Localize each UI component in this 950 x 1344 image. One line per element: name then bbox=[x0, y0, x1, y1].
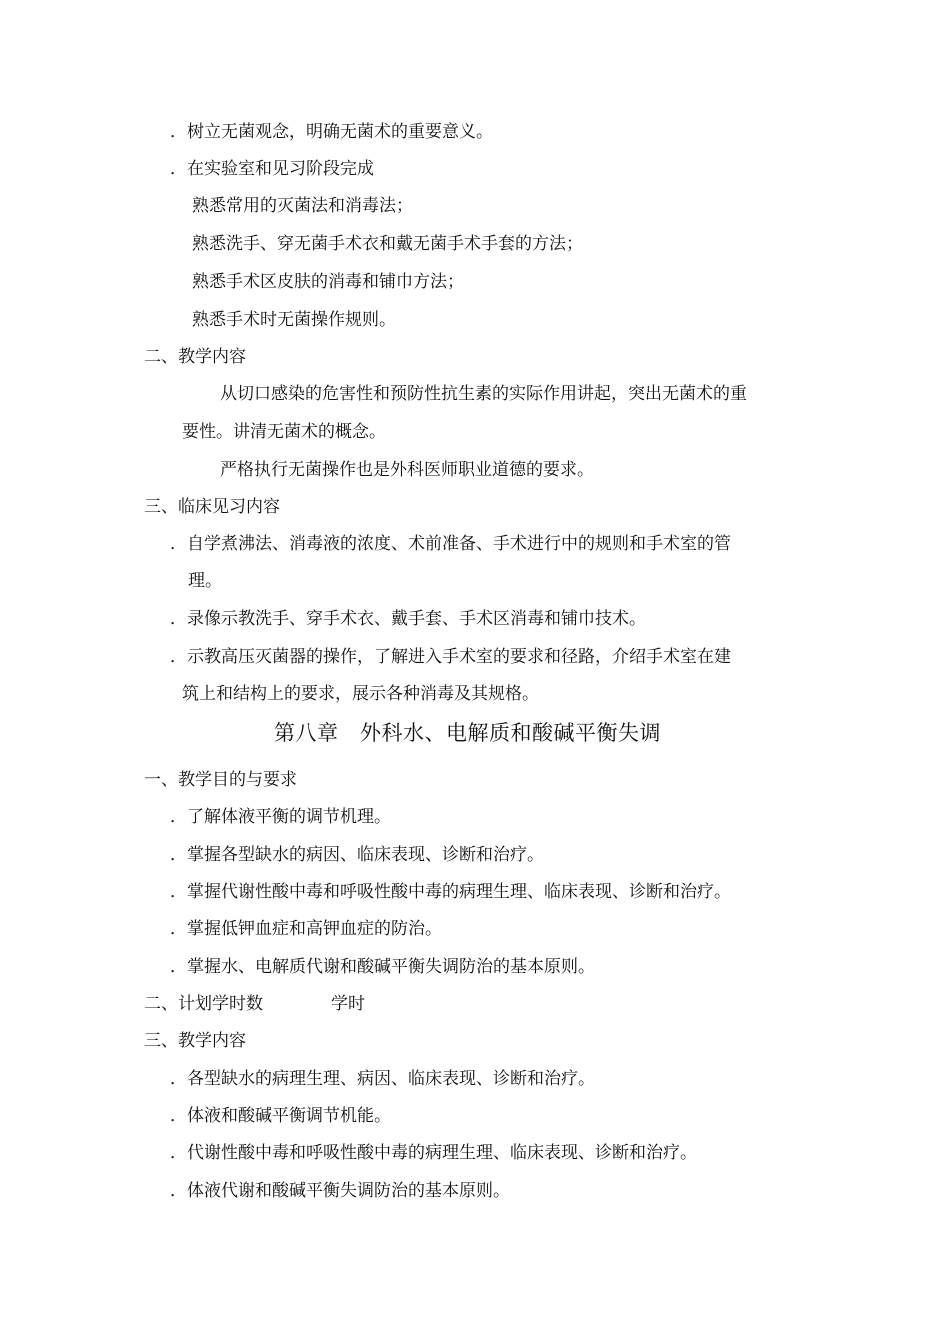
chapter-title: 第八章 外科水、电解质和酸碱平衡失调 bbox=[274, 721, 661, 745]
goal-subitem: 熟悉手术区皮肤的消毒和铺巾方法； bbox=[192, 272, 464, 292]
content-item: ．体液和酸碱平衡调节机能。 bbox=[170, 1106, 391, 1126]
section-heading: 二、计划学时数 bbox=[144, 994, 263, 1014]
section-heading: 三、临床见习内容 bbox=[144, 497, 280, 517]
paragraph: 严格执行无菌操作也是外科医师职业道德的要求。 bbox=[220, 460, 594, 480]
section-heading: 一、教学目的与要求 bbox=[144, 770, 297, 790]
paragraph: 从切口感染的危害性和预防性抗生素的实际作用讲起，突出无菌术的重 bbox=[220, 384, 747, 404]
goal-item: ．在实验室和见习阶段完成 bbox=[170, 159, 374, 179]
section-heading: 二、教学内容 bbox=[144, 347, 246, 367]
clinical-item: ．示教高压灭菌器的操作，了解进入手术室的要求和径路，介绍手术室在建 bbox=[170, 647, 731, 667]
goal-item: ．掌握水、电解质代谢和酸碱平衡失调防治的基本原则。 bbox=[170, 957, 595, 977]
goal-item: ．掌握低钾血症和高钾血症的防治。 bbox=[170, 919, 442, 939]
paragraph-continuation: 要性。讲清无菌术的概念。 bbox=[182, 422, 386, 442]
clinical-item-continuation: 筑上和结构上的要求，展示各种消毒及其规格。 bbox=[182, 684, 539, 704]
section-heading: 三、教学内容 bbox=[144, 1031, 246, 1051]
goal-subitem: 熟悉手术时无菌操作规则。 bbox=[192, 310, 396, 330]
goal-subitem: 熟悉常用的灭菌法和消毒法； bbox=[192, 196, 413, 216]
clinical-item-continuation: 理。 bbox=[188, 571, 222, 591]
clinical-item: ．录像示教洗手、穿手术衣、戴手套、手术区消毒和铺巾技术。 bbox=[170, 609, 646, 629]
goal-item: ．树立无菌观念，明确无菌术的重要意义。 bbox=[170, 122, 493, 142]
content-item: ．体液代谢和酸碱平衡失调防治的基本原则。 bbox=[170, 1181, 510, 1201]
goal-subitem: 熟悉洗手、穿无菌手术衣和戴无菌手术手套的方法； bbox=[192, 234, 583, 254]
hours-unit: 学时 bbox=[331, 994, 365, 1014]
goal-item: ．了解体液平衡的调节机理。 bbox=[170, 807, 391, 827]
content-item: ．代谢性酸中毒和呼吸性酸中毒的病理生理、临床表现、诊断和治疗。 bbox=[170, 1143, 697, 1163]
goal-item: ．掌握代谢性酸中毒和呼吸性酸中毒的病理生理、临床表现、诊断和治疗。 bbox=[170, 882, 731, 902]
clinical-item: ．自学煮沸法、消毒液的浓度、术前准备、手术进行中的规则和手术室的管 bbox=[170, 534, 731, 554]
content-item: ．各型缺水的病理生理、病因、临床表现、诊断和治疗。 bbox=[170, 1069, 595, 1089]
goal-item: ．掌握各型缺水的病因、临床表现、诊断和治疗。 bbox=[170, 845, 544, 865]
